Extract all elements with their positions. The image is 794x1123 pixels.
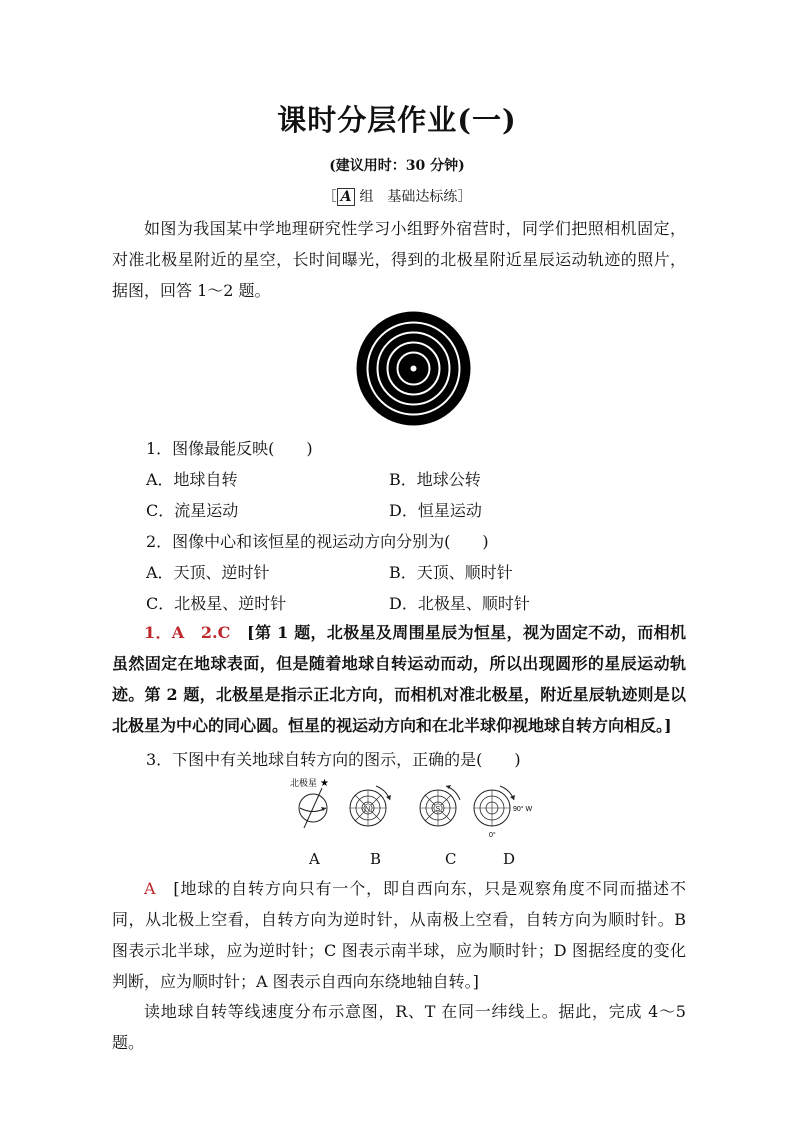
figure-label-b: B xyxy=(370,850,382,868)
figure-d xyxy=(474,786,533,839)
time-note: (建议用时：30 分钟) xyxy=(329,158,465,174)
question-2-stem: 2．图像中心和该恒星的视运动方向分别为( ) xyxy=(146,532,489,551)
answer-explain-3: [地球的自转方向只有一个，即自西向东，只是观察角度不同而描述不同，从北极上空看，自转方向为逆时针，从南极上空看，自转方向为顺时针。B 图表示北半球，应为逆时针；C 图表示南半球，应为顺时针；D 图据经度的变化判断，应为顺时针；A 图表示自西向东绕地轴自转。] xyxy=(112,879,686,991)
group-badge: A xyxy=(337,188,356,206)
star-trail-figure xyxy=(356,311,471,426)
q1-option-a: A．地球自转 xyxy=(146,470,238,489)
answer-explain-1-2: [第 1 题，北极星及周围星辰为恒星，视为固定不动，而相机虽然固定在地球表面，但是随着地球自转运动而动，所以出现圆形的星辰运动轨迹。第 2 题，北极星是指示正北方向，而相机对准北极星，附近星辰轨迹则是以北极星为中心的同心圆。恒星的视运动方向和在北半球仰视地球自转方向相反。] xyxy=(112,623,686,735)
south-pole-label: S xyxy=(435,806,441,813)
rotation-direction-figure xyxy=(280,773,550,845)
answer-key-1-2: 1．A 2.C xyxy=(144,623,231,642)
group-header: ［ A 组 基础达标练］ xyxy=(322,189,472,205)
answer-key-3: A xyxy=(144,879,156,898)
q2-option-b: B．天顶、顺时针 xyxy=(389,563,513,582)
north-pole-label: N xyxy=(365,806,371,813)
q2-option-c: C．北极星、逆时针 xyxy=(146,594,287,613)
answer-1-2 xyxy=(112,617,686,741)
intro-paragraph: 如图为我国某中学地理研究性学习小组野外宿营时，同学们把照相机固定，对准北极星附近的星空，长时间曝光，得到的北极星附近星辰运动轨迹的照片，据图，回答 1～2 题。 xyxy=(112,219,686,300)
figure-a xyxy=(290,777,329,828)
figure-c xyxy=(420,785,460,826)
group-label: 组 基础达标练 xyxy=(359,189,458,205)
figure-label-d: D xyxy=(503,850,516,868)
question-3-stem: 3．下图中有关地球自转方向的图示，正确的是( ) xyxy=(146,750,521,769)
watermark xyxy=(600,762,611,795)
question-1-stem: 1．图像最能反映( ) xyxy=(146,439,313,458)
figure-b xyxy=(350,786,391,826)
q1-option-c: C．流星运动 xyxy=(146,501,239,520)
figure-label-a: A xyxy=(309,850,320,868)
q1-option-b: B．地球公转 xyxy=(389,470,481,489)
answer-3 xyxy=(112,873,686,997)
figure-label-c: C xyxy=(445,850,457,868)
q2-option-d: D．北极星、顺时针 xyxy=(389,594,530,613)
q2-option-a: A．天顶、逆时针 xyxy=(146,563,270,582)
polaris-label: 北极星 xyxy=(290,778,318,788)
longitude-0-label: 0° xyxy=(489,832,496,839)
intro-paragraph-2: 读地球自转等线速度分布示意图，R、T 在同一纬线上。据此，完成 4～5 题。 xyxy=(112,1002,686,1052)
q1-option-d: D．恒星运动 xyxy=(389,501,482,520)
star-icon: ★ xyxy=(320,778,329,789)
longitude-90w-label: 90° W xyxy=(513,806,533,813)
page-title: 课时分层作业(一) xyxy=(277,103,517,137)
